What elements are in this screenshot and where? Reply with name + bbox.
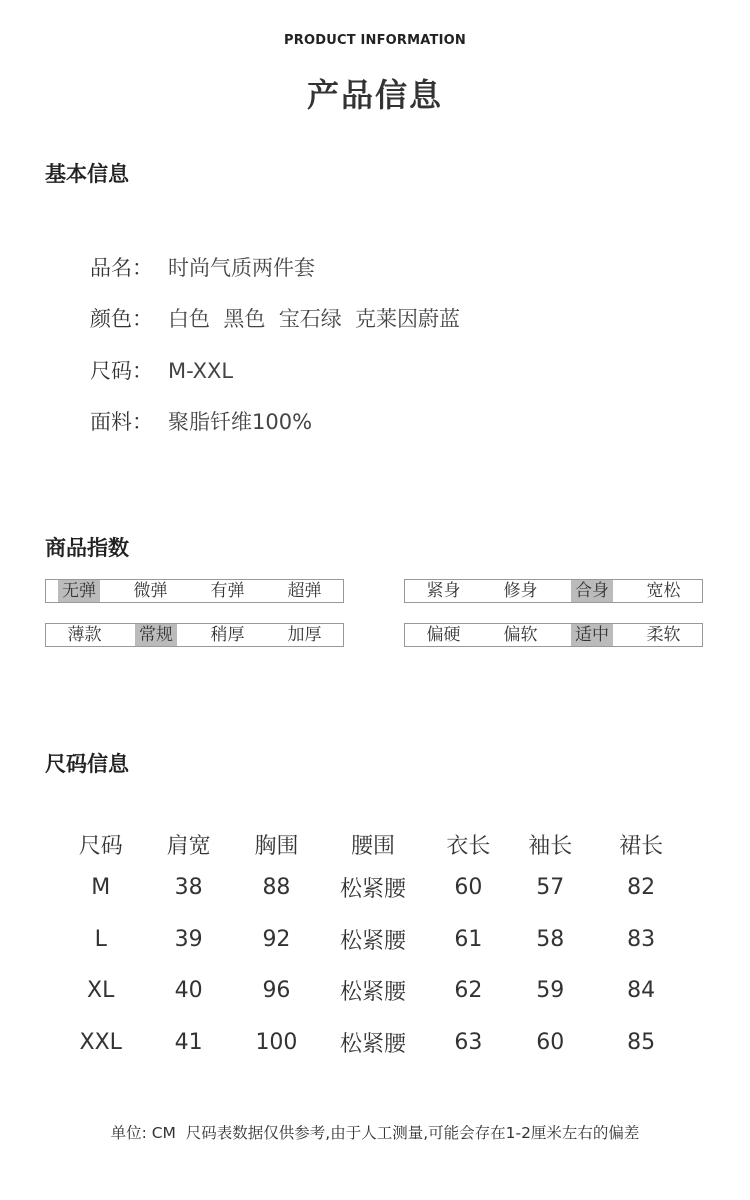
table-cell: 63 — [454, 1029, 483, 1055]
basic-info-title: 基本信息 — [45, 162, 129, 186]
table-cell: 88 — [262, 875, 291, 901]
info-label: 颜色： — [90, 307, 153, 331]
elasticity-option-selected: 无弹 — [58, 580, 100, 602]
table-cell: 57 — [536, 875, 565, 901]
table-cell: 40 — [174, 978, 203, 1004]
table-row — [55, 965, 695, 1017]
table-header-row — [55, 826, 695, 862]
index-title: 商品指数 — [45, 536, 129, 560]
softness-option: 柔软 — [646, 625, 681, 645]
table-cell: 39 — [174, 926, 203, 952]
softness-option: 偏硬 — [426, 625, 461, 645]
table-cell: 松紧腰 — [339, 1031, 406, 1057]
info-value: 时尚气质两件套 — [168, 256, 315, 280]
eyebrow-text: PRODUCT INFORMATION — [284, 33, 466, 48]
softness-option: 偏软 — [503, 625, 538, 645]
table-cell: 84 — [627, 978, 656, 1004]
table-cell: 38 — [174, 875, 203, 901]
table-cell: 58 — [536, 926, 565, 952]
table-cell: 41 — [174, 1029, 203, 1055]
table-cell: 松紧腰 — [339, 877, 406, 903]
thickness-option-selected: 常规 — [135, 624, 177, 646]
table-cell: 松紧腰 — [339, 928, 406, 954]
info-value: 聚脂钎维100% — [168, 410, 313, 434]
column-header: 衣长 — [446, 833, 491, 859]
size-info-title: 尺码信息 — [45, 752, 129, 776]
softness-option-selected: 适中 — [571, 624, 613, 646]
info-row-fabric — [90, 407, 312, 437]
size-table — [55, 826, 695, 1068]
table-row — [55, 914, 695, 966]
elasticity-option: 有弹 — [210, 581, 245, 601]
table-cell: 85 — [627, 1029, 656, 1055]
fit-option-selected: 合身 — [571, 580, 613, 602]
thickness-option: 加厚 — [287, 625, 322, 645]
table-cell: 松紧腰 — [339, 980, 406, 1006]
info-row-size — [90, 356, 233, 386]
fit-option: 宽松 — [646, 581, 681, 601]
table-row — [55, 862, 695, 914]
table-cell: M — [91, 875, 111, 901]
info-label: 面料： — [90, 410, 153, 434]
column-header: 肩宽 — [166, 833, 211, 859]
info-label: 尺码： — [90, 359, 153, 383]
fit-option: 修身 — [503, 581, 538, 601]
table-cell: L — [94, 926, 107, 952]
table-cell: 83 — [627, 926, 656, 952]
size-footnote: 单位: CM 尺码表数据仅供参考,由于人工测量,可能会存在1-2厘米左右的偏差 — [110, 1124, 640, 1142]
info-value: M-XXL — [168, 359, 234, 383]
column-header: 袖长 — [528, 833, 573, 859]
thickness-option: 稍厚 — [210, 625, 245, 645]
elasticity-scale — [45, 579, 344, 603]
column-header: 腰围 — [350, 833, 395, 859]
table-cell: XL — [87, 978, 115, 1004]
table-cell: 92 — [262, 926, 291, 952]
thickness-scale — [45, 623, 344, 647]
column-header: 尺码 — [78, 833, 123, 859]
table-cell: 100 — [255, 1029, 298, 1055]
info-value: 白色 黑色 宝石绿 克莱因蔚蓝 — [168, 307, 461, 331]
table-cell: 62 — [454, 978, 483, 1004]
column-header: 裙长 — [619, 833, 664, 859]
info-row-name — [90, 253, 315, 283]
column-header: 胸围 — [254, 833, 299, 859]
table-cell: 61 — [454, 926, 483, 952]
info-label: 品名： — [90, 256, 153, 280]
table-cell: 60 — [454, 875, 483, 901]
table-cell: XXL — [79, 1029, 122, 1055]
thickness-option: 薄款 — [67, 625, 102, 645]
table-cell: 60 — [536, 1029, 565, 1055]
table-cell: 59 — [536, 978, 565, 1004]
elasticity-option: 超弹 — [287, 581, 322, 601]
table-row — [55, 1017, 695, 1069]
fit-scale — [404, 579, 703, 603]
table-cell: 96 — [262, 978, 291, 1004]
elasticity-option: 微弹 — [133, 581, 168, 601]
softness-scale — [404, 623, 703, 647]
table-cell: 82 — [627, 875, 656, 901]
info-row-color — [90, 304, 460, 334]
fit-option: 紧身 — [426, 581, 461, 601]
page-title: 产品信息 — [306, 76, 443, 114]
